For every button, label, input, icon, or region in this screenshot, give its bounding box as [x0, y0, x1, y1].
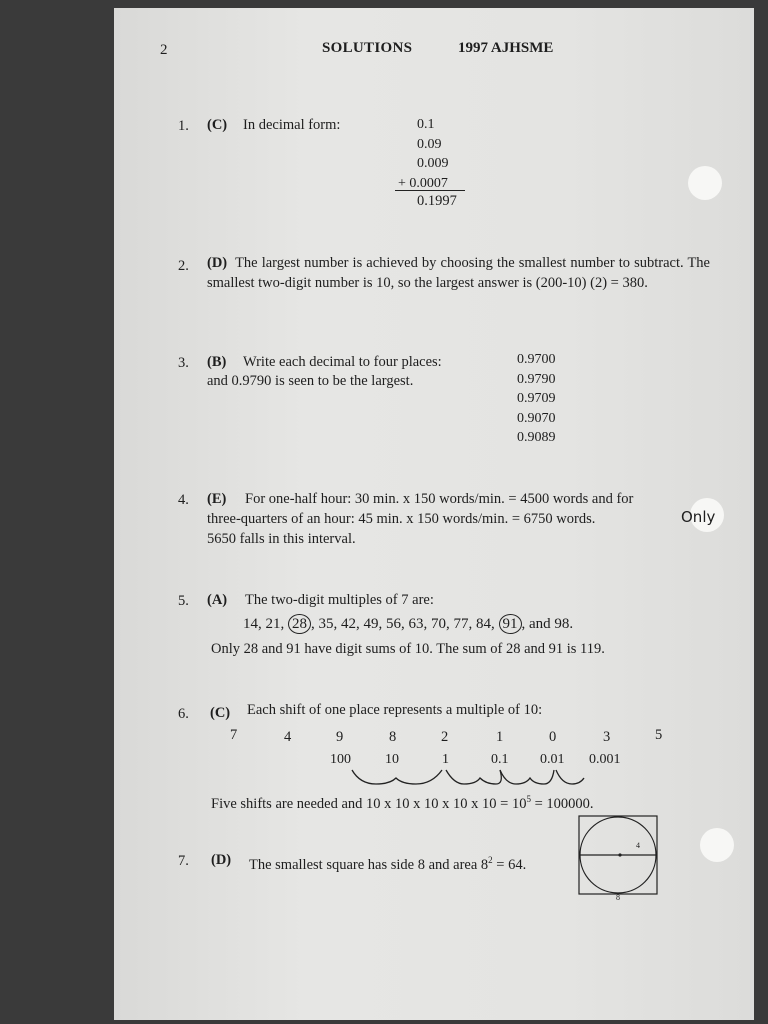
addend: + 0.0007 — [398, 175, 448, 191]
problem-text — [207, 254, 710, 293]
digit: 3 — [603, 729, 611, 745]
answer-letter: (E) — [207, 491, 227, 507]
problem-text: 5650 falls in this interval. — [207, 531, 356, 547]
problem-number: 4. — [178, 492, 189, 508]
digit: 2 — [441, 729, 449, 745]
exam-name: 1997 AJHSME — [458, 40, 554, 56]
problem-text: The smallest square has side 8 and area $8^2 = 64$. — [249, 855, 527, 873]
problem-text: Each shift of one place represents a multiple of 10: — [247, 702, 543, 718]
place-value: 0.1 — [491, 752, 509, 767]
addend: 0.1 — [417, 117, 435, 132]
answer-letter: (A) — [207, 592, 228, 608]
decimal-value: 0.9700 — [517, 352, 556, 367]
answer-letter: (D) — [211, 852, 232, 868]
place-value: 0.01 — [540, 752, 565, 767]
multiples-sequence — [243, 614, 573, 634]
answer-letter: (C) — [207, 117, 228, 133]
problem-number: 1. — [178, 118, 189, 134]
place-value: 10 — [385, 752, 399, 767]
sum-total: 0.1997 — [417, 193, 457, 209]
circled-number: 28 — [288, 614, 311, 634]
problem-text: Write each decimal to four places: — [243, 354, 442, 370]
sequence-part: 14, 21, — [243, 616, 285, 632]
decimal-value: 0.9070 — [517, 410, 556, 426]
side-label: 8 — [616, 893, 620, 902]
digit: 4 — [284, 729, 292, 745]
answer-letter: (D) — [207, 255, 228, 271]
brace — [556, 770, 584, 784]
digit: 1 — [496, 729, 504, 745]
place-value: 0.001 — [589, 752, 621, 767]
place-value: 100 — [330, 752, 351, 767]
place-value: 1 — [442, 752, 449, 767]
brace — [446, 770, 501, 784]
handwritten-note: Only — [681, 508, 716, 526]
punch-hole — [700, 828, 734, 862]
brace — [352, 770, 442, 784]
shift-braces — [350, 766, 600, 790]
digit: 5 — [655, 727, 663, 743]
sequence-part: , 35, 42, 49, 56, 63, 70, 77, 84, — [311, 616, 495, 632]
decimal-addition — [398, 115, 464, 193]
problem-number: 6. — [178, 706, 189, 722]
problem-text: three-quarters of an hour: 45 min. x 150 words/min. = 6750 words. — [207, 511, 596, 527]
sequence-part: , and 98. — [521, 616, 574, 632]
problem-number: 3. — [178, 355, 189, 371]
addend: 0.09 — [417, 136, 442, 152]
problem-text: Five shifts are needed and 10 x 10 x 10 x 10 x $10 = 10^5 = 100000$. — [211, 794, 594, 812]
solution-text: The largest number is achieved by choosing the smallest number to subtract. The smallest two-digit number is 10, so the largest answer is (200-10) (2) = 380. — [207, 255, 710, 291]
radius-label: 4 — [636, 841, 640, 850]
circled-number: 91 — [499, 614, 522, 634]
digit: 9 — [336, 729, 344, 745]
digit: 8 — [389, 729, 397, 745]
digit: 0 — [549, 729, 557, 745]
decimal-value: 0.9089 — [517, 430, 556, 445]
page-number: 2 — [160, 42, 168, 58]
problem-text: In decimal form: — [243, 117, 341, 133]
problem-text: For one-half hour: 30 min. x 150 words/min. = 4500 words and for — [245, 491, 634, 507]
sum-line — [395, 190, 465, 191]
problem-number: 5. — [178, 593, 189, 609]
center-point — [618, 853, 621, 856]
decimal-value: 0.9709 — [517, 391, 556, 406]
decimal-value: 0.9790 — [517, 371, 556, 387]
problem-number: 2. — [178, 258, 189, 274]
punch-hole — [688, 166, 722, 200]
problem-text: The two-digit multiples of 7 are: — [245, 592, 434, 608]
digit: 7 — [230, 727, 238, 743]
answer-letter: (C) — [210, 705, 231, 721]
decimal-list — [517, 350, 556, 448]
problem-text: and 0.9790 is seen to be the largest. — [207, 373, 414, 389]
problem-text: Only 28 and 91 have digit sums of 10. The sum of 28 and 91 is 119. — [211, 641, 605, 657]
page-title: SOLUTIONS — [322, 40, 413, 56]
problem-number: 7. — [178, 853, 189, 869]
brace — [500, 770, 554, 784]
addend: 0.009 — [417, 156, 449, 171]
answer-letter: (B) — [207, 354, 227, 370]
